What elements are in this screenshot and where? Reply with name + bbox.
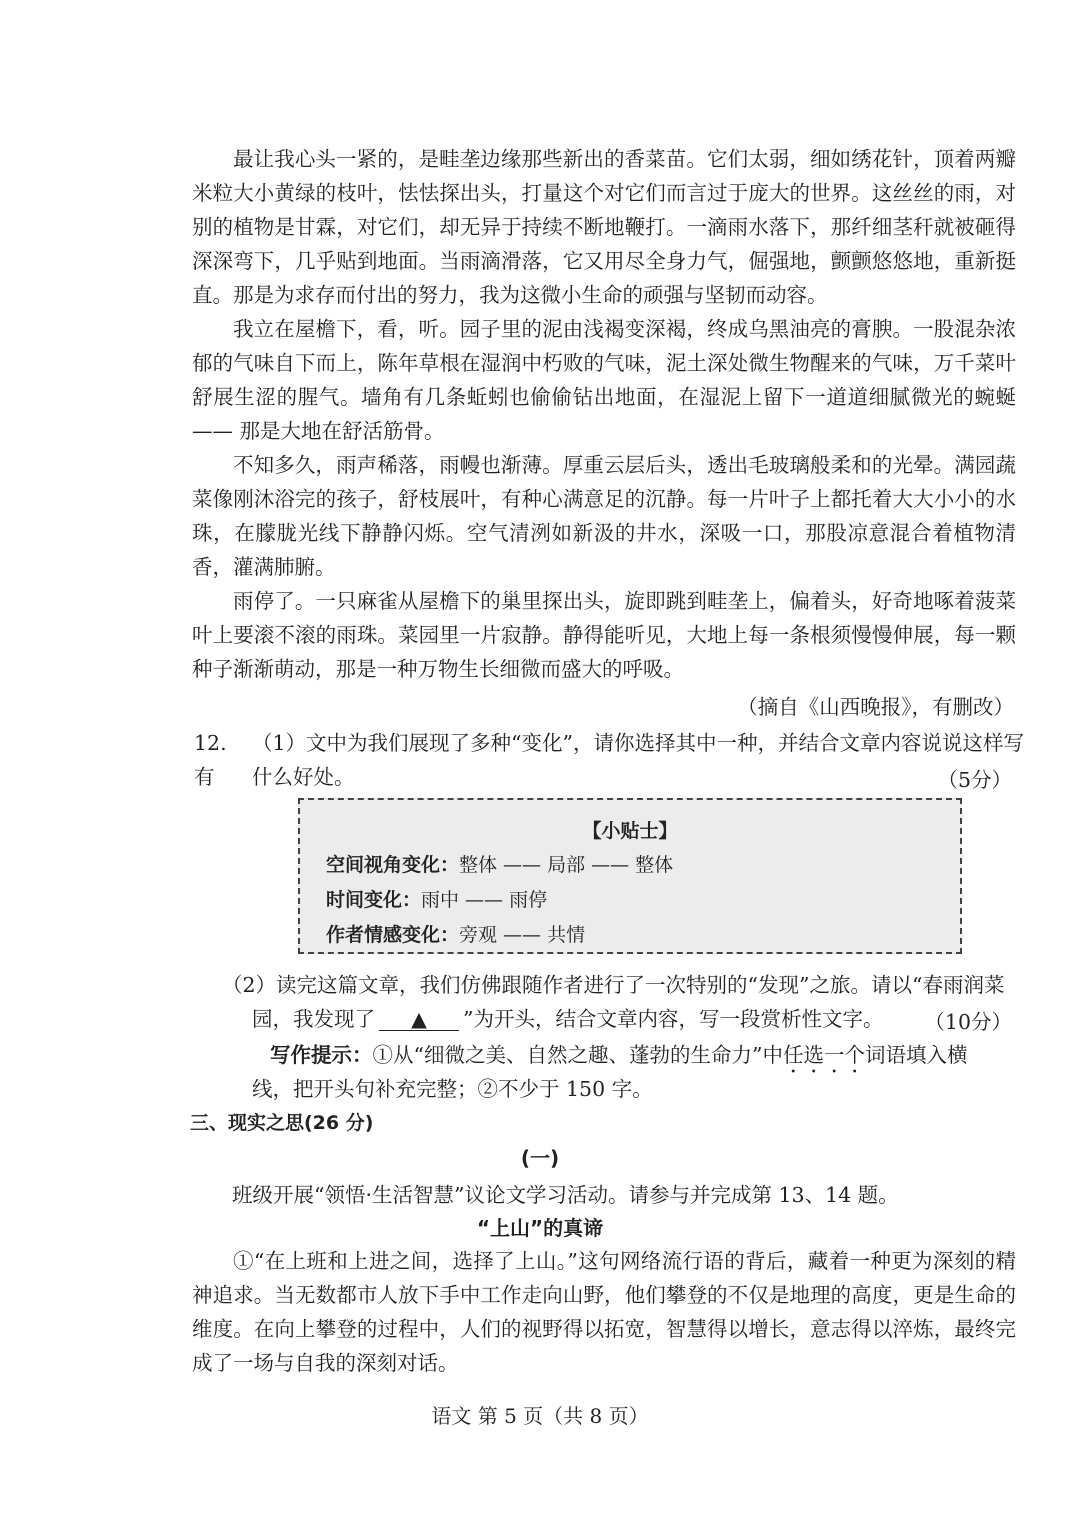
emphasized-text: 任选一个 <box>782 1043 865 1067</box>
tips-box <box>298 798 962 954</box>
tips-text: 雨中 —— 雨停 <box>421 889 548 911</box>
hint-label: 写作提示： <box>270 1043 373 1067</box>
answer-blank[interactable]: ▲ <box>379 1008 459 1031</box>
passage-paragraph: 最让我心头一紧的，是畦垄边缘那些新出的香菜苗。它们太弱，细如绣花针，顶着两瓣米粒大小黄绿的枝叶，怯怯探出头，打量这个对它们而言过于庞大的世界。这丝丝的雨，对别的植物是甘霖，对它们，却无异于持续不断地鞭打。一滴雨水落下，那纤细茎秆就被砸得深深弯下，几乎贴到地面。当雨滴滑落，它又用尽全身力气，倔强地，颤颤悠悠地，重新挺直。那是为求存而付出的努力，我为这微小生命的顽强与坚韧而动容。 <box>192 147 1016 307</box>
question-number: 12. <box>194 731 227 755</box>
essay-title: “上山”的真谛 <box>476 1216 604 1240</box>
question-score: （10分） <box>924 1010 1012 1034</box>
hint-text: ①从“细微之美、自然之趣、蓬勃的生命力”中 <box>372 1043 783 1067</box>
question-12-part2-line2 <box>252 1002 883 1036</box>
section-heading: 三、现实之思(26 分) <box>190 1112 374 1134</box>
subsection-number: (一) <box>520 1146 560 1170</box>
essay-paragraph: ①“在上班和上进之间，选择了上山。”这句网络流行语的背后，藏着一种更为深刻的精神追求。当无数都市人放下手中工作走向山野，他们攀登的不仅是地理的高度，更是生命的维度。在向上攀登的过程中，人们的视野得以拓宽，智慧得以增长，意志得以淬炼，最终完成了一场与自我的深刻对话。 <box>192 1249 1016 1375</box>
reading-passage <box>192 142 1016 686</box>
page-footer: 语文 第 5 页（共 8 页） <box>431 1404 649 1428</box>
hint-text: 词语填入横 <box>864 1043 968 1067</box>
tips-text: 整体 —— 局部 —— 整体 <box>459 854 674 876</box>
writing-hint-line2: 线，把开头句补充完整；②不少于 150 字。 <box>252 1077 653 1101</box>
essay-body <box>192 1244 1016 1380</box>
passage-paragraph: 不知多久，雨声稀落，雨幔也渐薄。厚重云层后头，透出毛玻璃般柔和的光晕。满园蔬菜像刚沐浴完的孩子，舒枝展叶，有种心满意足的沉静。每一片叶子上都托着大大小小的水珠，在朦胧光线下静静闪烁。空气清洌如新汲的井水，深吸一口，那股凉意混合着植物清香，灌满肺腑。 <box>192 453 1016 579</box>
tips-row <box>326 885 547 912</box>
question-text: ”为开头，结合文章内容，写一段赏析性文字。 <box>463 1007 884 1031</box>
question-text: 读完这篇文章，我们仿佛跟随作者进行了一次特别的“发现”之旅。请以“春雨润菜 <box>276 973 1005 997</box>
tips-text: 旁观 —— 共情 <box>459 924 586 946</box>
tips-row <box>326 920 585 947</box>
tips-title: 【小贴士】 <box>582 820 678 842</box>
tips-label: 时间变化： <box>326 889 422 911</box>
question-score: （5分） <box>937 768 1012 792</box>
passage-source: （摘自《山西晚报》，有删改） <box>737 695 1014 719</box>
question-12-part1-line2: 什么好处。 <box>252 765 355 789</box>
question-text: 园，我发现了 <box>252 1007 375 1031</box>
activity-intro: 班级开展“领悟·生活智慧”议论文学习活动。请参与并完成第 13、14 题。 <box>232 1183 899 1207</box>
part-label: （1） <box>252 731 307 755</box>
passage-paragraph: 我立在屋檐下，看，听。园子里的泥由浅褐变深褐，终成乌黑油亮的膏腴。一股混杂浓郁的气味自下而上，陈年草根在湿润中朽败的气味，泥土深处微生物醒来的气味，万千菜叶舒展生涩的腥气。墙角有几条蚯蚓也偷偷钻出地面，在湿泥上留下一道道细腻微光的蜿蜒 —— 那是大地在舒活筋骨。 <box>192 317 1016 443</box>
tips-label: 作者情感变化： <box>326 924 460 946</box>
part-label: （2） <box>222 973 277 997</box>
passage-paragraph: 雨停了。一只麻雀从屋檐下的巢里探出头，旋即跳到畦垄上，偏着头，好奇地啄着菠菜叶上要滚不滚的雨珠。菜园里一片寂静。静得能听见，大地上每一条根须慢慢伸展，每一颗种子渐渐萌动，那是一种万物生长细微而盛大的呼吸。 <box>192 589 1016 681</box>
tips-label: 空间视角变化： <box>326 854 460 876</box>
question-12-part2 <box>222 968 1022 1002</box>
tips-row <box>326 850 673 877</box>
question-text: 文中为我们展现了多种“变化”，请你选择其中一种，并结合文章内容说说这样写有 <box>194 731 1025 789</box>
